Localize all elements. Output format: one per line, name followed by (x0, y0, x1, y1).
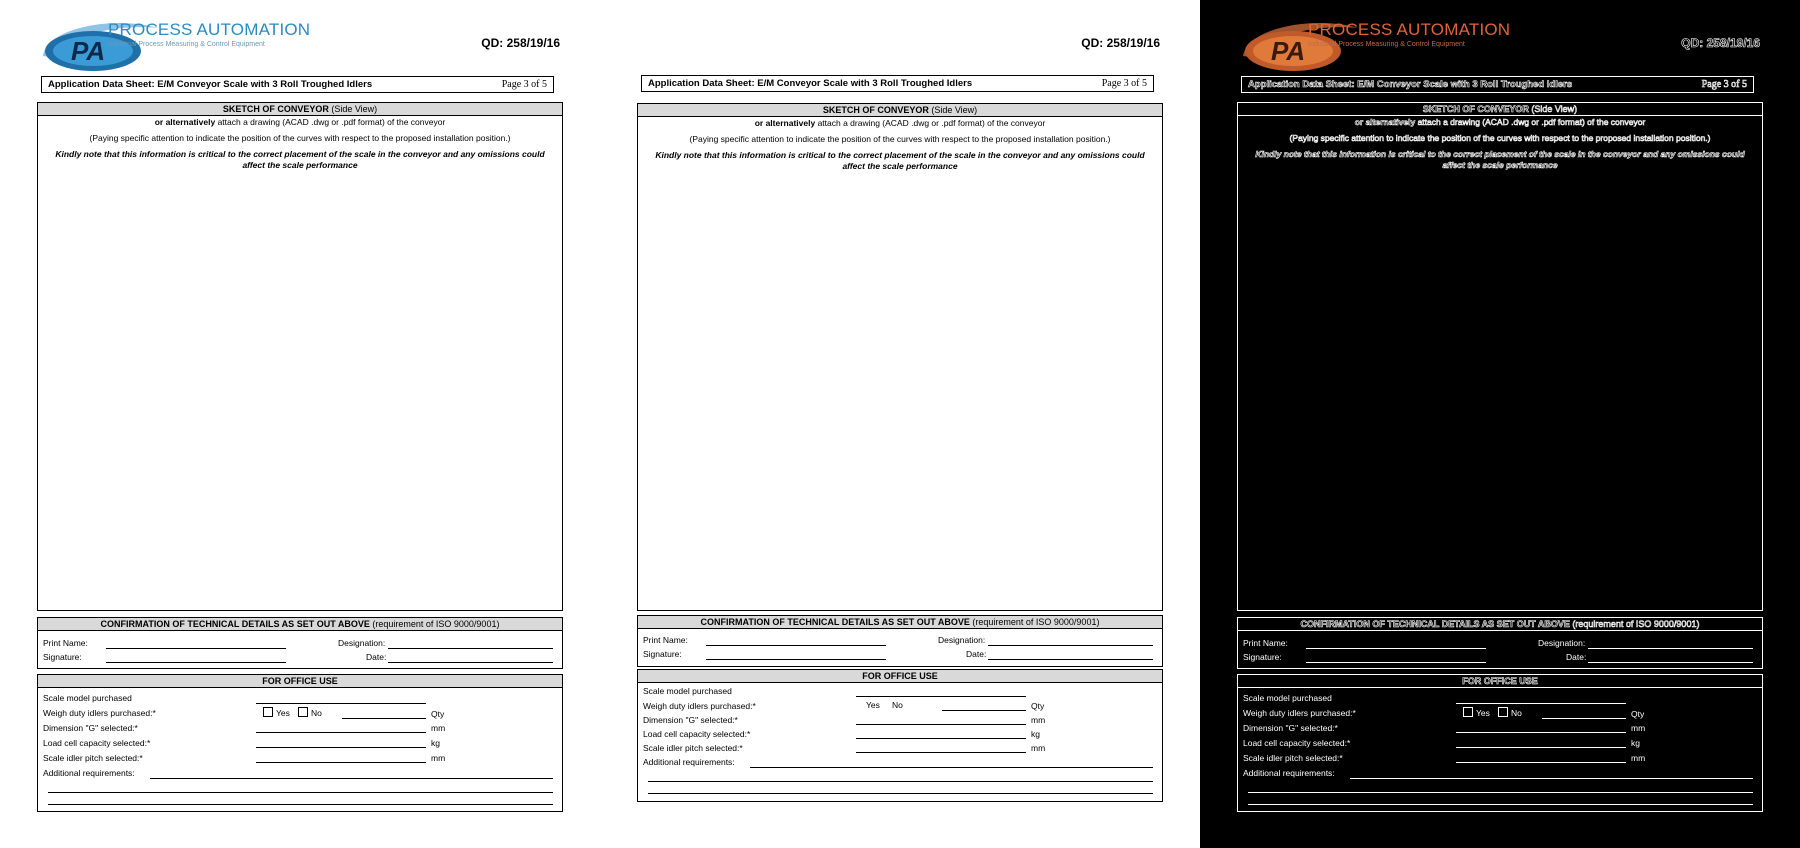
brand-name: PROCESS AUTOMATION (1308, 20, 1511, 39)
idler-pitch-field[interactable] (1456, 762, 1626, 763)
mm-unit: mm (431, 723, 446, 733)
confirmation-header: CONFIRMATION OF TECHNICAL DETAILS AS SET OUT ABOVE (requirement of ISO 9000/9001) (1238, 618, 1762, 631)
qty-field[interactable] (1542, 718, 1626, 719)
document-title: Application Data Sheet: E/M Conveyor Scale with 3 Roll Troughed Idlers (48, 79, 373, 90)
additional-field-2[interactable] (48, 792, 553, 793)
title-bar (641, 75, 1154, 92)
mm-unit: mm (1031, 715, 1046, 725)
document-code: QD: 258/19/16 (481, 36, 560, 50)
document-page-edge-view (1200, 0, 1800, 848)
qty-unit: Qty (431, 709, 445, 719)
load-cell-field[interactable] (1456, 747, 1626, 748)
document-page-original (0, 0, 600, 848)
dimension-g-field[interactable] (1456, 732, 1626, 733)
sketch-header: SKETCH OF CONVEYOR (Side View) (1238, 103, 1762, 116)
dimension-g-field[interactable] (856, 724, 1026, 725)
yes-option[interactable]: Yes (263, 707, 290, 718)
kg-unit: kg (431, 738, 440, 748)
signature-label: Signature: (43, 652, 82, 662)
brand-tagline: Industrial Process Measuring & Control Equipment (1308, 41, 1465, 48)
mm-unit-pitch: mm (1631, 753, 1646, 763)
designation-label: Designation: (338, 638, 386, 648)
sketch-section (37, 102, 563, 611)
qty-field[interactable] (342, 718, 426, 719)
document-title: Application Data Sheet: E/M Conveyor Scale with 3 Roll Troughed Idlers (648, 78, 973, 89)
office-use-section (37, 674, 563, 812)
brand-name: PROCESS AUTOMATION (108, 20, 311, 39)
additional-label: Additional requirements: (643, 757, 735, 767)
date-label: Date: (966, 649, 987, 659)
mm-unit-pitch: mm (1031, 743, 1046, 753)
no-checkbox[interactable] (1498, 707, 1508, 717)
brand-tagline: Industrial Process Measuring & Control Equipment (108, 41, 265, 48)
mm-unit: mm (1631, 723, 1646, 733)
page-number: Page 3 of 5 (501, 79, 547, 90)
designation-field[interactable] (388, 648, 553, 649)
yes-checkbox[interactable] (263, 707, 273, 717)
scale-model-label: Scale model purchased (43, 693, 132, 703)
yes-checkbox[interactable] (1463, 707, 1473, 717)
confirmation-header: CONFIRMATION OF TECHNICAL DETAILS AS SET OUT ABOVE (requirement of ISO 9000/9001) (638, 616, 1162, 629)
dimension-g-label: Dimension "G" selected:* (643, 715, 738, 725)
office-use-section (1237, 674, 1763, 812)
signature-label: Signature: (643, 649, 682, 659)
additional-label: Additional requirements: (1243, 768, 1335, 778)
qty-field[interactable] (942, 710, 1026, 711)
yes-option[interactable]: Yes (866, 700, 880, 710)
additional-label: Additional requirements: (43, 768, 135, 778)
qty-unit: Qty (1031, 701, 1045, 711)
no-option[interactable]: No (1498, 707, 1522, 718)
sketch-warning: Kindly note that this information is critical to the correct placement of the scale in the conveyor and any omissions could affect the scale performance (55, 149, 545, 170)
additional-field-2[interactable] (1248, 792, 1753, 793)
designation-label: Designation: (1538, 638, 1586, 648)
load-cell-label: Load cell capacity selected:* (643, 729, 751, 739)
no-option[interactable]: No (892, 700, 903, 710)
office-header: FOR OFFICE USE (638, 670, 1162, 683)
weigh-idlers-label: Weigh duty idlers purchased:* (1243, 708, 1356, 718)
dimension-g-field[interactable] (256, 732, 426, 733)
page-number: Page 3 of 5 (1701, 79, 1747, 90)
office-header: FOR OFFICE USE (38, 675, 562, 688)
sketch-note: (Paying specific attention to indicate the position of the curves with respect to the proposed installation position.) (89, 133, 511, 143)
document-page-no-logo (600, 0, 1200, 848)
confirmation-section (1237, 617, 1763, 669)
load-cell-label: Load cell capacity selected:* (1243, 738, 1351, 748)
kg-unit: kg (1631, 738, 1640, 748)
idler-pitch-field[interactable] (256, 762, 426, 763)
idler-pitch-field[interactable] (856, 752, 1026, 753)
load-cell-field[interactable] (256, 747, 426, 748)
scale-model-field[interactable] (1456, 703, 1626, 704)
additional-field-3[interactable] (1248, 804, 1753, 805)
confirmation-section (37, 617, 563, 669)
title-bar (41, 76, 554, 93)
document-code: QD: 258/19/16 (1681, 36, 1760, 50)
mm-unit-pitch: mm (431, 753, 446, 763)
scale-model-field[interactable] (856, 696, 1026, 697)
yes-option[interactable]: Yes (1463, 707, 1490, 718)
load-cell-label: Load cell capacity selected:* (43, 738, 151, 748)
scale-model-label: Scale model purchased (643, 686, 732, 696)
signature-field[interactable] (1306, 662, 1486, 663)
office-header: FOR OFFICE USE (1238, 675, 1762, 688)
sketch-header: SKETCH OF CONVEYOR (Side View) (38, 103, 562, 116)
print-name-label: Print Name: (43, 638, 88, 648)
print-name-field[interactable] (706, 645, 886, 646)
print-name-label: Print Name: (1243, 638, 1288, 648)
additional-field-3[interactable] (48, 804, 553, 805)
sketch-header: SKETCH OF CONVEYOR (Side View) (638, 104, 1162, 117)
date-field[interactable] (988, 659, 1153, 660)
scale-model-label: Scale model purchased (1243, 693, 1332, 703)
weigh-idlers-label: Weigh duty idlers purchased:* (643, 701, 756, 711)
dimension-g-label: Dimension "G" selected:* (1243, 723, 1338, 733)
additional-field-1[interactable] (150, 778, 553, 779)
designation-label: Designation: (938, 635, 986, 645)
sketch-warning: Kindly note that this information is critical to the correct placement of the scale in the conveyor and any omissions could affect the scale performance (1255, 149, 1745, 170)
brand-block (108, 20, 310, 48)
load-cell-field[interactable] (856, 738, 1026, 739)
date-label: Date: (1566, 652, 1587, 662)
print-name-field[interactable] (1306, 648, 1486, 649)
dimension-g-label: Dimension "G" selected:* (43, 723, 138, 733)
print-name-label: Print Name: (643, 635, 688, 645)
qty-unit: Qty (1631, 709, 1645, 719)
weigh-idlers-label: Weigh duty idlers purchased:* (43, 708, 156, 718)
confirmation-section (637, 615, 1163, 667)
document-title: Application Data Sheet: E/M Conveyor Scale with 3 Roll Troughed Idlers (1248, 79, 1573, 90)
sketch-section (1237, 102, 1763, 611)
no-option[interactable]: No (298, 707, 322, 718)
sketch-note: (Paying specific attention to indicate the position of the curves with respect to the proposed installation position.) (689, 134, 1111, 144)
title-bar (1241, 76, 1754, 93)
sketch-instruction: or alternatively attach a drawing (ACAD .dwg or .pdf format) of the conveyor (154, 117, 446, 127)
sketch-note: (Paying specific attention to indicate the position of the curves with respect to the proposed installation position.) (1289, 133, 1711, 143)
sketch-instruction: or alternatively attach a drawing (ACAD .dwg or .pdf format) of the conveyor (754, 118, 1046, 128)
signature-field[interactable] (706, 659, 886, 660)
office-use-section (637, 669, 1163, 802)
signature-label: Signature: (1243, 652, 1282, 662)
date-field[interactable] (1588, 662, 1753, 663)
sketch-instruction: or alternatively attach a drawing (ACAD .dwg or .pdf format) of the conveyor (1354, 117, 1646, 127)
confirmation-header: CONFIRMATION OF TECHNICAL DETAILS AS SET OUT ABOVE (requirement of ISO 9000/9001) (38, 618, 562, 631)
page-number: Page 3 of 5 (1101, 78, 1147, 89)
additional-field-1[interactable] (750, 767, 1153, 768)
logo-mark: PA (1271, 36, 1306, 66)
document-code: QD: 258/19/16 (1081, 36, 1160, 50)
date-label: Date: (366, 652, 387, 662)
date-field[interactable] (388, 662, 553, 663)
designation-field[interactable] (1588, 648, 1753, 649)
logo-mark: PA (71, 36, 106, 66)
additional-field-3[interactable] (648, 793, 1153, 794)
sketch-warning: Kindly note that this information is critical to the correct placement of the scale in the conveyor and any omissions could affect the scale performance (655, 150, 1145, 171)
additional-field-2[interactable] (648, 781, 1153, 782)
idler-pitch-label: Scale idler pitch selected:* (1243, 753, 1343, 763)
print-name-field[interactable] (106, 648, 286, 649)
kg-unit: kg (1031, 729, 1040, 739)
scale-model-field[interactable] (256, 703, 426, 704)
signature-field[interactable] (106, 662, 286, 663)
additional-field-1[interactable] (1350, 778, 1753, 779)
sketch-section (637, 103, 1163, 611)
no-checkbox[interactable] (298, 707, 308, 717)
idler-pitch-label: Scale idler pitch selected:* (643, 743, 743, 753)
designation-field[interactable] (988, 645, 1153, 646)
brand-block (1308, 20, 1510, 48)
idler-pitch-label: Scale idler pitch selected:* (43, 753, 143, 763)
